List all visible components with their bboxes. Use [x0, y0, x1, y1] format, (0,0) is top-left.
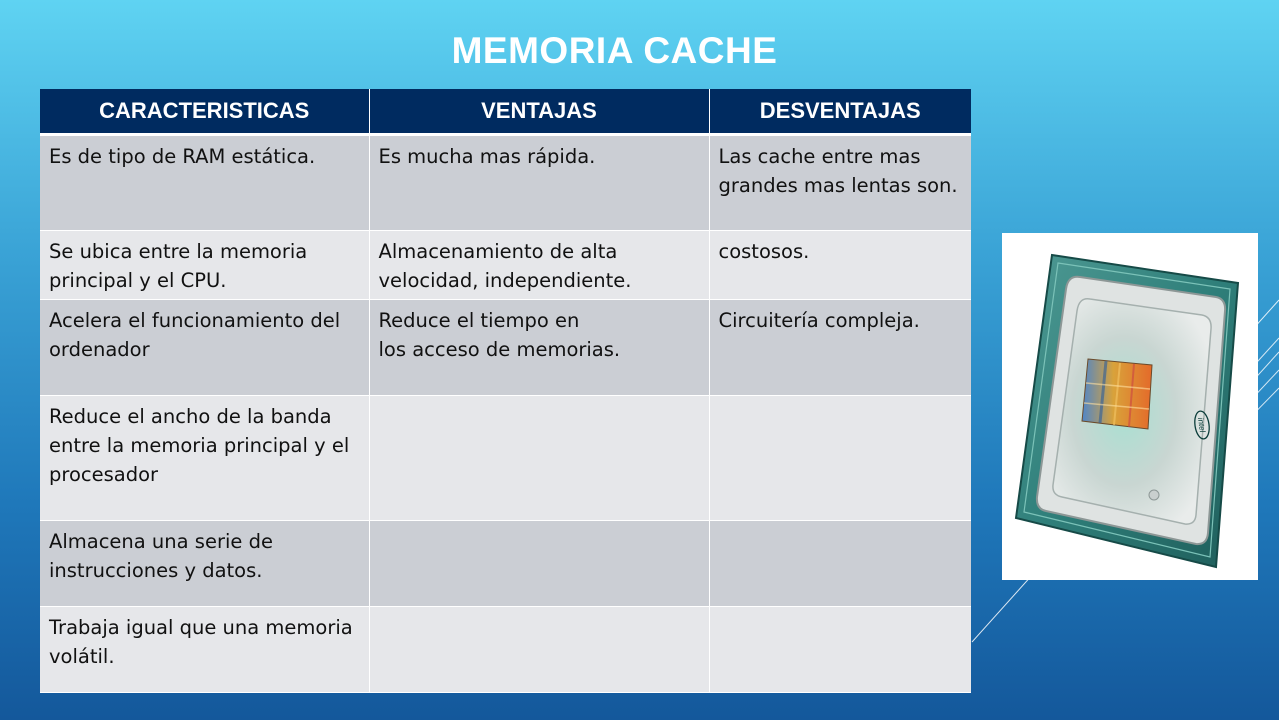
table-row [40, 521, 971, 607]
table-cell [709, 396, 971, 521]
table-cell: Almacena una serie de instrucciones y datos. [40, 521, 369, 607]
table-cell: Acelera el funcionamiento del ordenador [40, 300, 369, 396]
table-cell [709, 607, 971, 693]
table-cell: Almacenamiento de alta velocidad, independiente. [369, 231, 709, 300]
table-cell: Es mucha mas rápida. [369, 135, 709, 231]
header-desventajas: DESVENTAJAS [709, 89, 971, 135]
table-cell: Es de tipo de RAM estática. [40, 135, 369, 231]
table-cell: Las cache entre mas grandes mas lentas son. [709, 135, 971, 231]
table-cell: Trabaja igual que una memoria volátil. [40, 607, 369, 693]
table-cell: Se ubica entre la memoria principal y el CPU. [40, 231, 369, 300]
svg-text:intel: intel [1196, 417, 1207, 433]
table-cell: Reduce el ancho de la banda entre la memoria principal y el procesador [40, 396, 369, 521]
table-cell: costosos. [709, 231, 971, 300]
cpu-photo [1002, 233, 1258, 580]
cpu-chip-icon [1002, 233, 1258, 580]
table-cell [369, 521, 709, 607]
table-row [40, 300, 971, 396]
table-cell [369, 396, 709, 521]
table-row [40, 396, 971, 521]
table-cell: Reduce el tiempo en los acceso de memorias. [369, 300, 709, 396]
table-cell [369, 607, 709, 693]
comparison-table [40, 89, 971, 693]
table-row [40, 231, 971, 300]
header-ventajas: VENTAJAS [369, 89, 709, 135]
slide-title: MEMORIA CACHE [451, 30, 778, 71]
table-row [40, 607, 971, 693]
table-header-row [40, 89, 971, 135]
header-caracteristicas: CARACTERISTICAS [40, 89, 369, 135]
table-cell: Circuitería compleja. [709, 300, 971, 396]
table-row [40, 135, 971, 231]
table-cell [709, 521, 971, 607]
